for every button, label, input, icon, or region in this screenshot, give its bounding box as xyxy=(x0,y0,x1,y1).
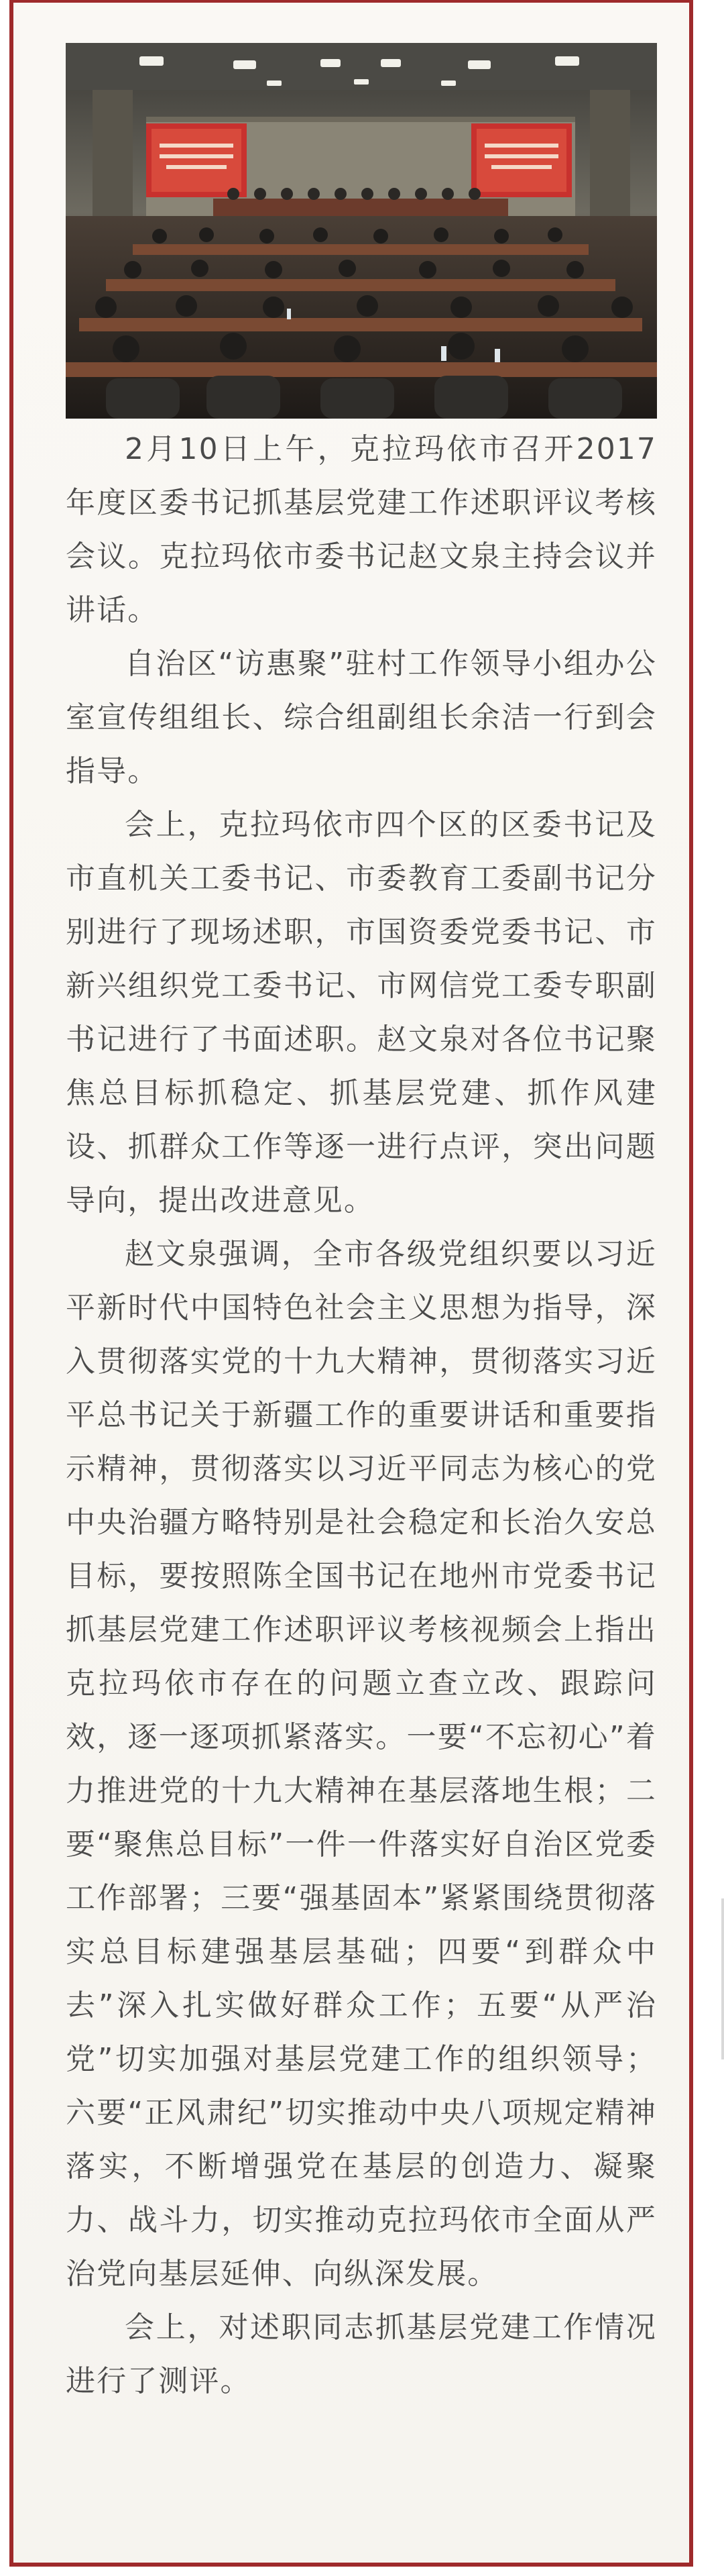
paragraph: 2月10日上午，克拉玛依市召开2017年度区委书记抓基层党建工作述职评议考核会议。克拉玛依市委书记赵文泉主持会议并讲话。 xyxy=(66,432,657,627)
meeting-photo xyxy=(66,43,657,419)
article-body xyxy=(66,423,657,2408)
paragraph: 会上，克拉玛依市四个区的区委书记及市直机关工委书记、市委教育工委副书记分别进行了现场述职，市国资委党委书记、市新兴组织党工委书记、市网信党工委专职副书记进行了书面述职。赵文泉对各位书记聚焦总目标抓稳定、抓基层党建、抓作风建设、抓群众工作等逐一进行点评，突出问题导向，提出改进意见。 xyxy=(66,808,657,1218)
scrollbar-thumb[interactable] xyxy=(721,1898,724,2059)
paragraph: 赵文泉强调，全市各级党组织要以习近平新时代中国特色社会主义思想为指导，深入贯彻落实党的十九大精神，贯彻落实习近平总书记关于新疆工作的重要讲话和重要指示精神，贯彻落实以习近平同志为核心的党中央治疆方略特别是社会稳定和长治久安总目标，要按照陈全国书记在地州市党委书记抓基层党建工作述职评议考核视频会上指出克拉玛依市存在的问题立查立改、跟踪问效，逐一逐项抓紧落实。一要“不忘初心”着力推进党的十九大精神在基层落地生根；二要“聚焦总目标”一件一件落实好自治区党委工作部署；三要“强基固本”紧紧围绕贯彻落实总目标建强基层基础；四要“到群众中去”深入扎实做好群众工作；五要“从严治党”切实加强对基层党建工作的组织领导；六要“正风肃纪”切实推动中央八项规定精神落实，不断增强党在基层的创造力、凝聚力、战斗力，切实推动克拉玛依市全面从严治党向基层延伸、向纵深发展。 xyxy=(66,1237,657,2291)
paragraph: 会上，对述职同志抓基层党建工作情况进行了测评。 xyxy=(66,2310,657,2398)
paragraph: 自治区“访惠聚”驻村工作领导小组办公室宣传组组长、综合组副组长余洁一行到会指导。 xyxy=(66,647,657,788)
